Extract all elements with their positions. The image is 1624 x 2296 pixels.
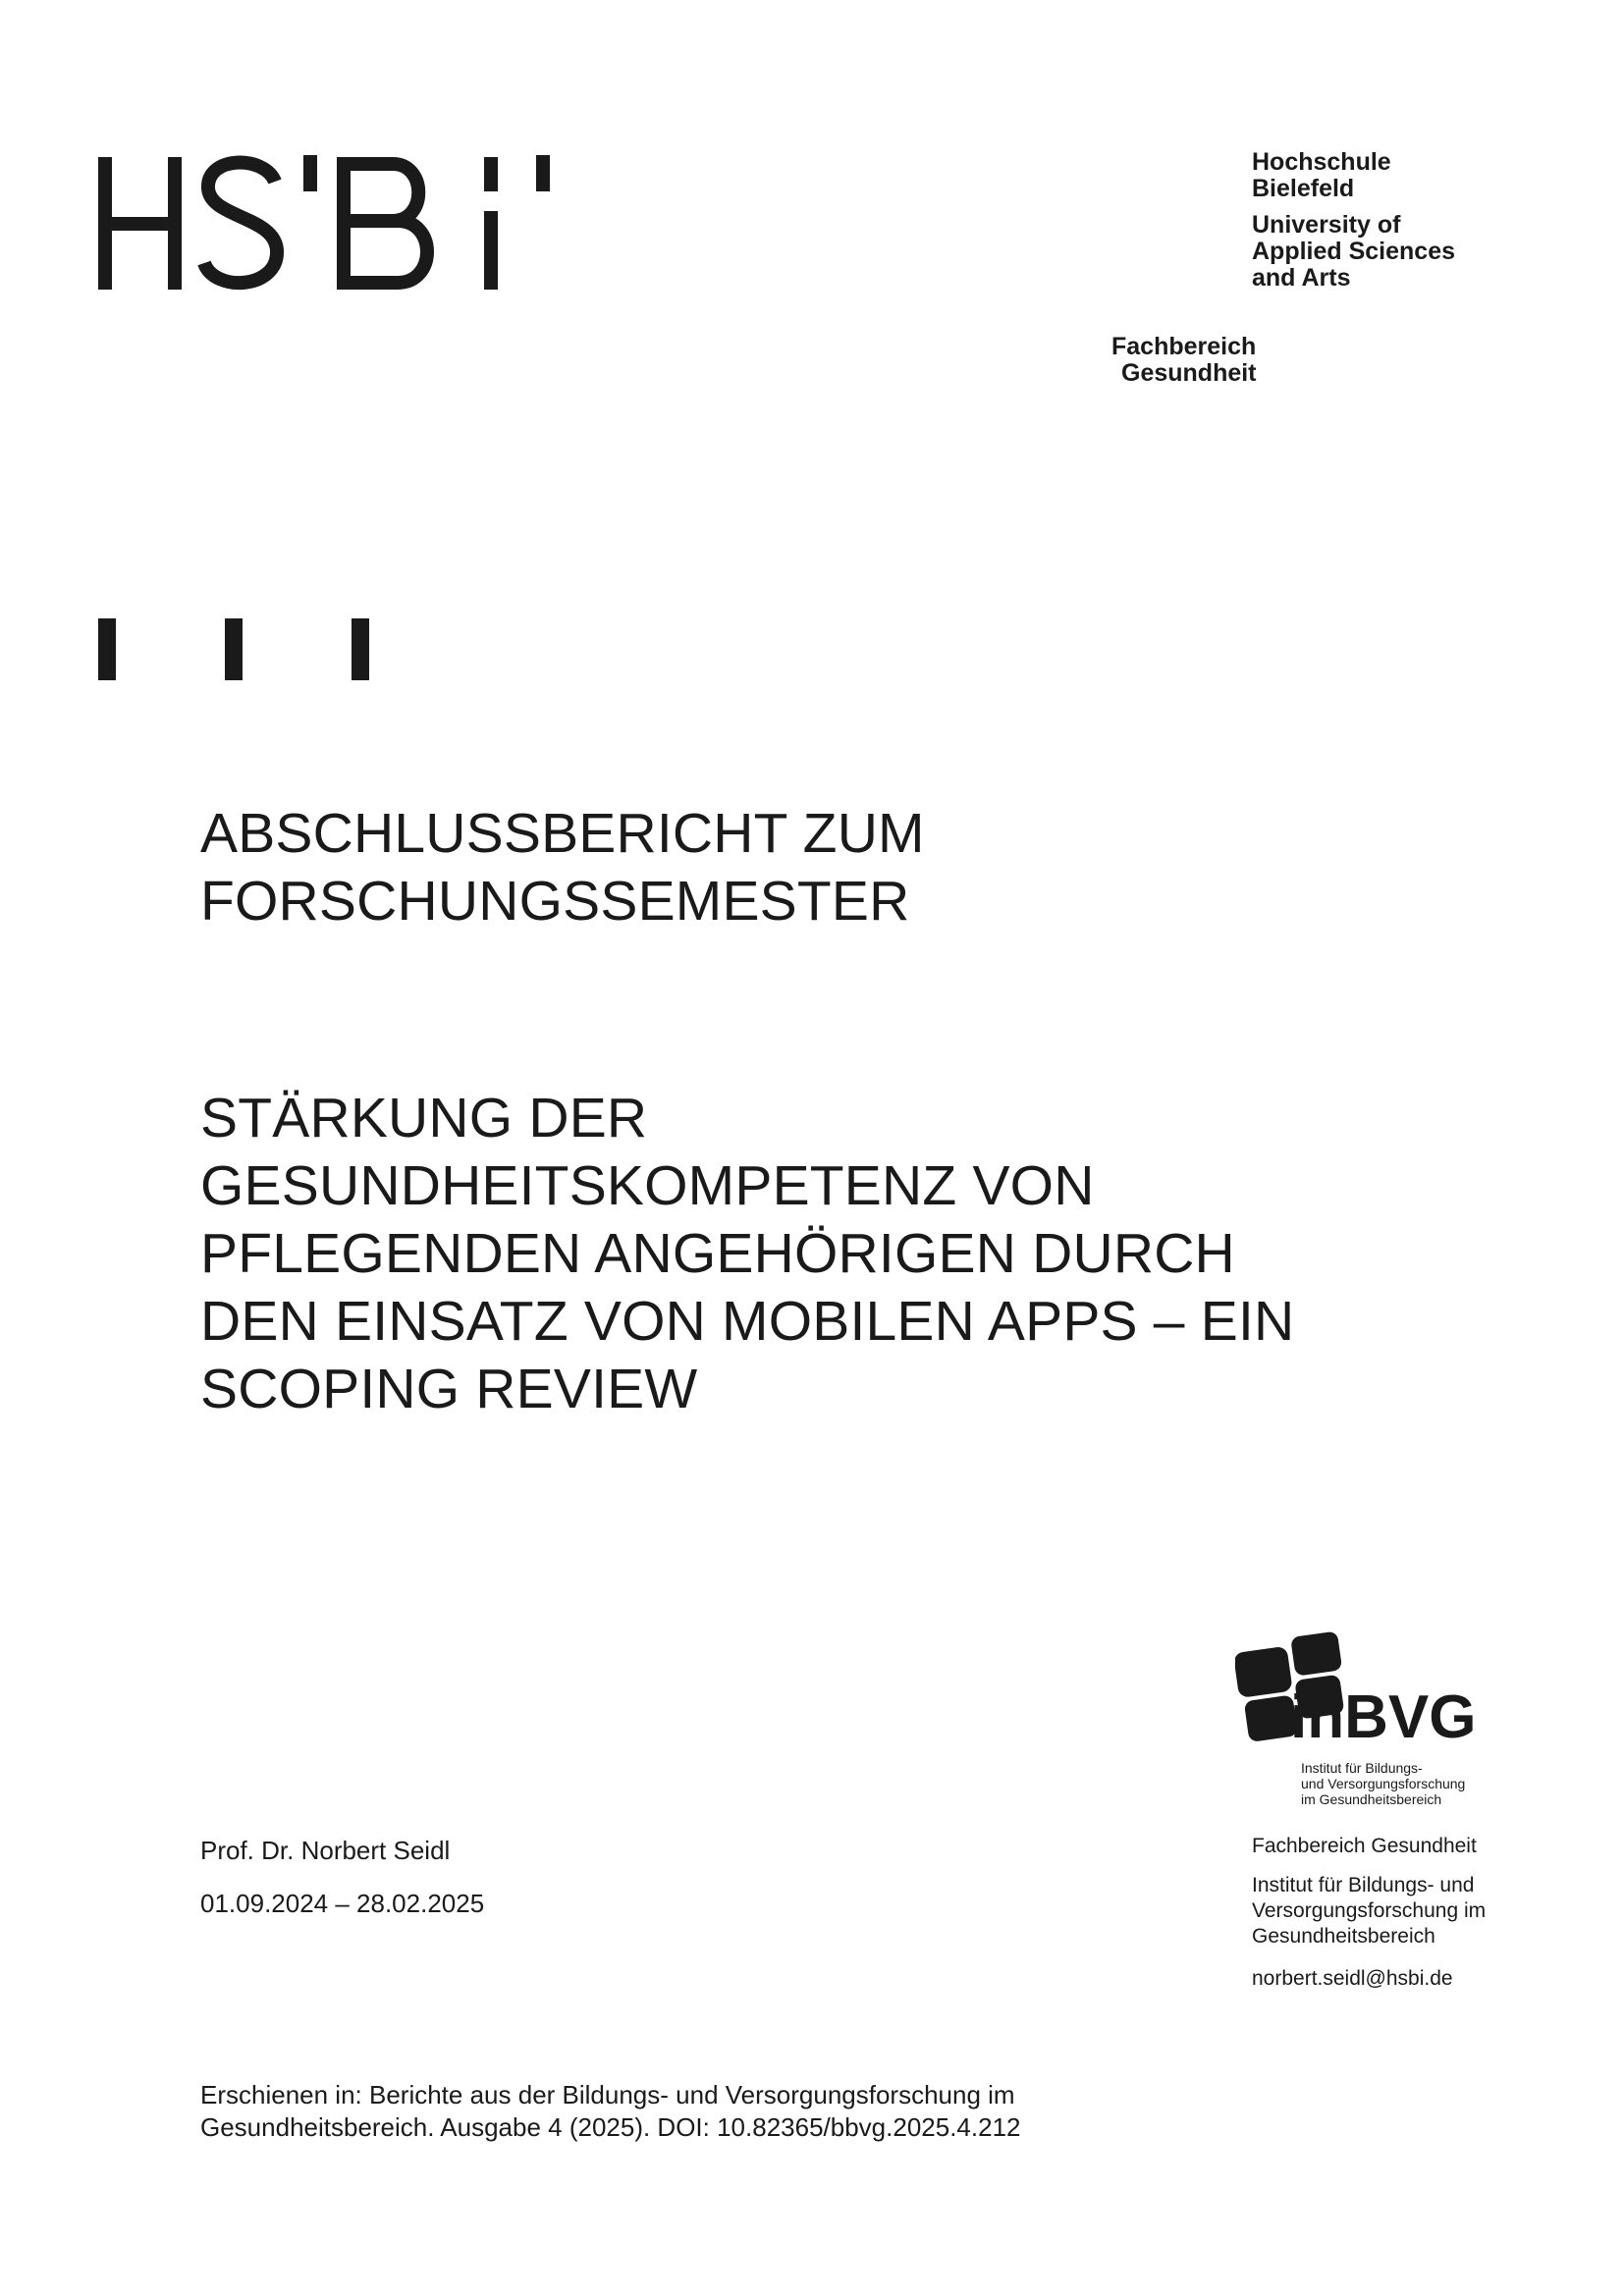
contact-institute xyxy=(1252,1873,1486,1949)
inbvg-subtitle xyxy=(1301,1760,1465,1807)
institution-name-de-line2: Bielefeld xyxy=(1252,175,1355,202)
institution-name-en-line3: and Arts xyxy=(1252,264,1351,292)
department-line2: Gesundheit xyxy=(1121,359,1257,387)
contact-email-text[interactable]: norbert.seidl@hsbi.de xyxy=(1252,1967,1453,1990)
decorative-bar-3 xyxy=(352,618,369,680)
report-title-line5: SCOPING REVIEW xyxy=(200,1358,698,1420)
report-heading-line1: ABSCHLUSSBERICHT ZUM xyxy=(200,802,925,865)
contact-department-text: Fachbereich Gesundheit xyxy=(1252,1835,1477,1857)
report-title-line4: DEN EINSATZ VON MOBILEN APPS – EIN xyxy=(200,1290,1295,1353)
inbvg-subtitle-line1: Institut für Bildungs- xyxy=(1301,1760,1423,1776)
inbvg-wordmark: inBVG xyxy=(1290,1683,1477,1751)
publication-note xyxy=(200,2079,1021,2144)
publication-note-line2: Gesundheitsbereich. Ausgabe 4 (2025). DOI: 10.82365/bbvg.2025.4.212 xyxy=(200,2112,1021,2142)
author-name: Prof. Dr. Norbert Seidl xyxy=(200,1836,451,1865)
institution-name xyxy=(1252,149,1455,292)
report-title xyxy=(200,1085,1294,1423)
contact-department xyxy=(1252,1834,1477,1859)
contact-email[interactable] xyxy=(1252,1966,1453,1992)
inbvg-subtitle-line3: im Gesundheitsbereich xyxy=(1301,1791,1442,1807)
institution-name-en-line1: University of xyxy=(1252,211,1401,239)
report-heading xyxy=(200,800,925,935)
institution-name-en-line2: Applied Sciences xyxy=(1252,238,1456,265)
hsbi-logo xyxy=(98,147,560,294)
contact-institute-line2: Versorgungsforschung im xyxy=(1252,1899,1487,1922)
decorative-bar-1 xyxy=(98,618,116,680)
report-title-line2: GESUNDHEITSKOMPETENZ VON xyxy=(200,1154,1095,1217)
report-title-line1: STÄRKUNG DER xyxy=(200,1087,648,1149)
contact-institute-line3: Gesundheitsbereich xyxy=(1252,1925,1435,1948)
report-heading-line2: FORSCHUNGSSEMESTER xyxy=(200,870,910,933)
inbvg-logo xyxy=(1235,1629,1490,1757)
department-line1: Fachbereich xyxy=(1111,333,1257,360)
research-period: 01.09.2024 – 28.02.2025 xyxy=(200,1889,485,1918)
contact-institute-line1: Institut für Bildungs- und xyxy=(1252,1874,1475,1896)
department-name xyxy=(1111,334,1257,387)
decorative-bar-2 xyxy=(225,618,243,680)
institution-name-de-line1: Hochschule xyxy=(1252,148,1391,176)
report-title-line3: PFLEGENDEN ANGEHÖRIGEN DURCH xyxy=(200,1222,1235,1285)
inbvg-subtitle-line2: und Versorgungsforschung xyxy=(1301,1776,1466,1791)
publication-note-line1: Erschienen in: Berichte aus der Bildungs- und Versorgungsforschung im xyxy=(200,2080,1015,2109)
